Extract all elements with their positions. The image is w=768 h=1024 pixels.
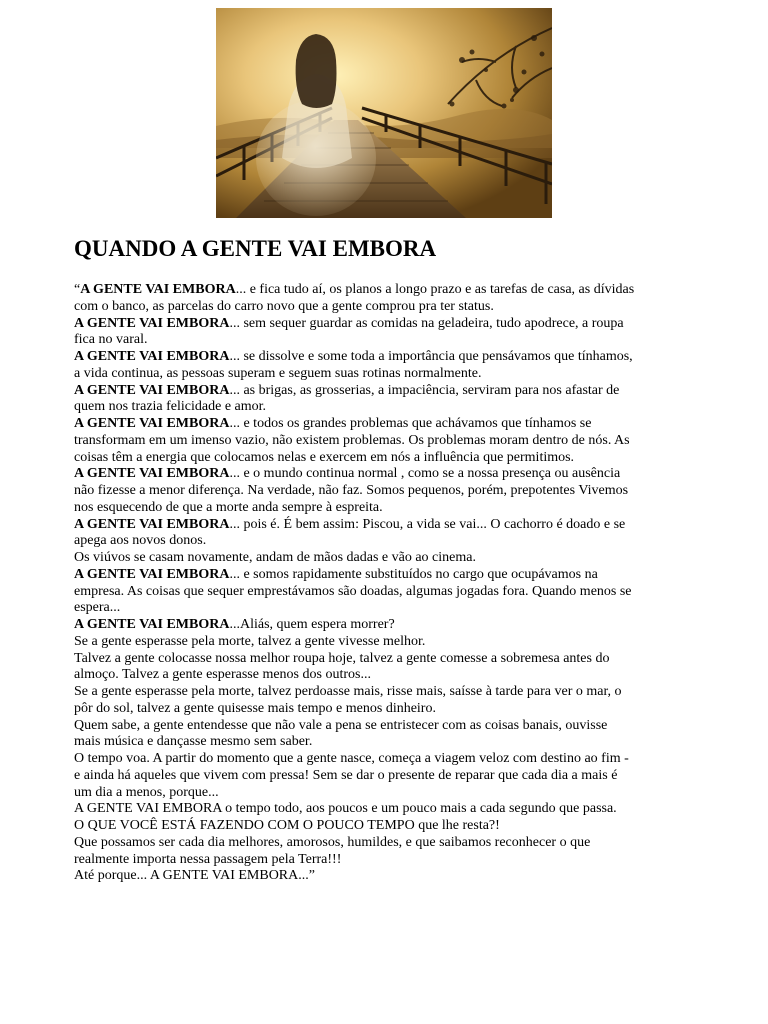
line-text: Até porque... A GENTE VAI EMBORA...” <box>74 868 315 884</box>
line-text: nos esquecendo de que a morte anda sempre à espreita. <box>74 499 383 515</box>
paragraph-line <box>74 332 696 349</box>
paragraph-line <box>74 450 696 467</box>
line-text: Se a gente esperasse pela morte, talvez perdoasse mais, risse mais, saísse à tarde para ver o mar, o <box>74 684 622 699</box>
paragraph-line <box>74 751 696 768</box>
paragraph-line <box>74 768 696 785</box>
line-text: ... pois é. É bem assim: Piscou, a vida se vai... O cachorro é doado e se <box>229 516 626 532</box>
paragraph-line <box>74 416 696 433</box>
line-text: Se a gente esperasse pela morte, talvez a gente vivesse melhor. <box>74 633 426 649</box>
line-text: pôr do sol, talvez a gente quisesse mais tempo e menos dinheiro. <box>74 700 436 716</box>
paragraph-line <box>74 433 696 450</box>
paragraph-line <box>74 868 696 885</box>
refrain-bold: A GENTE VAI EMBORA <box>80 282 236 297</box>
refrain-bold: A GENTE VAI EMBORA <box>74 466 230 482</box>
paragraph-line <box>74 517 696 534</box>
paragraph-line <box>74 584 696 601</box>
line-text: ... e o mundo continua normal , como se a nossa presença ou ausência <box>229 466 621 482</box>
paragraph-line <box>74 282 696 299</box>
paragraph-line <box>74 567 696 584</box>
paragraph-line <box>74 316 696 333</box>
quote-mark: “ <box>74 282 81 297</box>
paragraph-line <box>74 734 696 751</box>
line-text: empresa. As coisas que sequer emprestávamos são doadas, algumas jogadas fora. Quando menos se <box>74 583 632 599</box>
paragraph-line <box>74 500 696 517</box>
line-text: ... e todos os grandes problemas que achávamos que tínhamos se <box>229 416 592 431</box>
line-text: almoço. Talvez a gente esperasse menos dos outros... <box>74 667 371 683</box>
paragraph-line <box>74 466 696 483</box>
paragraph-line <box>74 701 696 718</box>
line-text: Talvez a gente colocasse nossa melhor roupa hoje, talvez a gente comesse a sobremesa antes do <box>74 650 610 666</box>
line-text: ... e somos rapidamente substituídos no cargo que ocupávamos na <box>229 566 598 582</box>
paragraph-line <box>74 299 696 316</box>
line-text: fica no varal. <box>74 332 148 348</box>
paragraph-line <box>74 801 696 818</box>
paragraph-line <box>74 651 696 668</box>
line-text: mais música e dançasse mesmo sem saber. <box>74 734 313 750</box>
line-text: quem nos trazia felicidade e amor. <box>74 399 267 415</box>
paragraph-line <box>74 634 696 651</box>
line-text: coisas têm a energia que colocamos nelas e exercem em nós a influência que permitimos. <box>74 449 575 465</box>
refrain-bold: A GENTE VAI EMBORA <box>74 416 230 431</box>
paragraph-line <box>74 399 696 416</box>
paragraph-line <box>74 366 696 383</box>
paragraph-line <box>74 718 696 735</box>
document-title: QUANDO A GENTE VAI EMBORA <box>74 236 437 261</box>
line-text: Os viúvos se casam novamente, andam de mãos dadas e vão ao cinema. <box>74 550 476 565</box>
refrain-bold: A GENTE VAI EMBORA <box>74 382 230 398</box>
line-text: ... as brigas, as grosserias, a impaciência, serviram para nos afastar de <box>229 382 620 398</box>
hero-image <box>216 8 552 218</box>
line-text: A GENTE VAI EMBORA o tempo todo, aos poucos e um pouco mais a cada segundo que passa. <box>74 801 617 817</box>
paragraph-line <box>74 684 696 701</box>
line-text: realmente importa nessa passagem pela Terra!!! <box>74 851 342 867</box>
line-text: O QUE VOCÊ ESTÁ FAZENDO COM O POUCO TEMPO que lhe resta?! <box>74 818 500 833</box>
line-text: não fizesse a menor diferença. Na verdade, não faz. Somos pequenos, porém, prepotentes Vivemos <box>74 483 629 498</box>
paragraph-line <box>74 617 696 634</box>
paragraph-line <box>74 852 696 869</box>
document-body <box>74 282 696 885</box>
paragraph-line <box>74 349 696 366</box>
refrain-bold: A GENTE VAI EMBORA <box>74 349 230 364</box>
line-text: Que possamos ser cada dia melhores, amorosos, humildes, e que saibamos reconhecer o que <box>74 834 591 850</box>
line-text: ... e fica tudo aí, os planos a longo prazo e as tarefas de casa, as dívidas <box>235 282 635 297</box>
line-text: espera... <box>74 600 121 616</box>
photo-woman-on-bridge-icon <box>216 8 552 218</box>
line-text: a vida continua, as pessoas superam e seguem suas rotinas normalmente. <box>74 365 482 381</box>
line-text: apega aos novos donos. <box>74 533 207 549</box>
line-text: O tempo voa. A partir do momento que a gente nasce, começa a viagem veloz com destino ao fim - <box>74 751 629 766</box>
refrain-bold: A GENTE VAI EMBORA <box>74 315 230 331</box>
paragraph-line <box>74 818 696 835</box>
paragraph-line <box>74 550 696 567</box>
paragraph-line <box>74 667 696 684</box>
line-text: ... se dissolve e some toda a importância que pensávamos que tínhamos, <box>229 349 633 364</box>
line-text: transformam em um imenso vazio, não existem problemas. Os problemas moram dentro de nós. As <box>74 432 630 448</box>
paragraph-line <box>74 483 696 500</box>
line-text: e ainda há aqueles que vivem com pressa! Sem se dar o presente de reparar que cada dia a mais é <box>74 767 618 783</box>
line-text: com o banco, as parcelas do carro novo que a gente comprou pra ter status. <box>74 298 494 314</box>
line-text: Quem sabe, a gente entendesse que não vale a pena se entristecer com as coisas banais, ouvisse <box>74 717 608 733</box>
line-text: ... sem sequer guardar as comidas na geladeira, tudo apodrece, a roupa <box>229 315 624 331</box>
refrain-bold: A GENTE VAI EMBORA <box>74 617 230 632</box>
refrain-bold: A GENTE VAI EMBORA <box>74 516 230 532</box>
line-text: ...Aliás, quem espera morrer? <box>229 617 395 632</box>
paragraph-line <box>74 533 696 550</box>
paragraph-line <box>74 785 696 802</box>
refrain-bold: A GENTE VAI EMBORA <box>74 566 230 582</box>
paragraph-line <box>74 600 696 617</box>
paragraph-line <box>74 383 696 400</box>
paragraph-line <box>74 835 696 852</box>
line-text: um dia a menos, porque... <box>74 784 219 800</box>
